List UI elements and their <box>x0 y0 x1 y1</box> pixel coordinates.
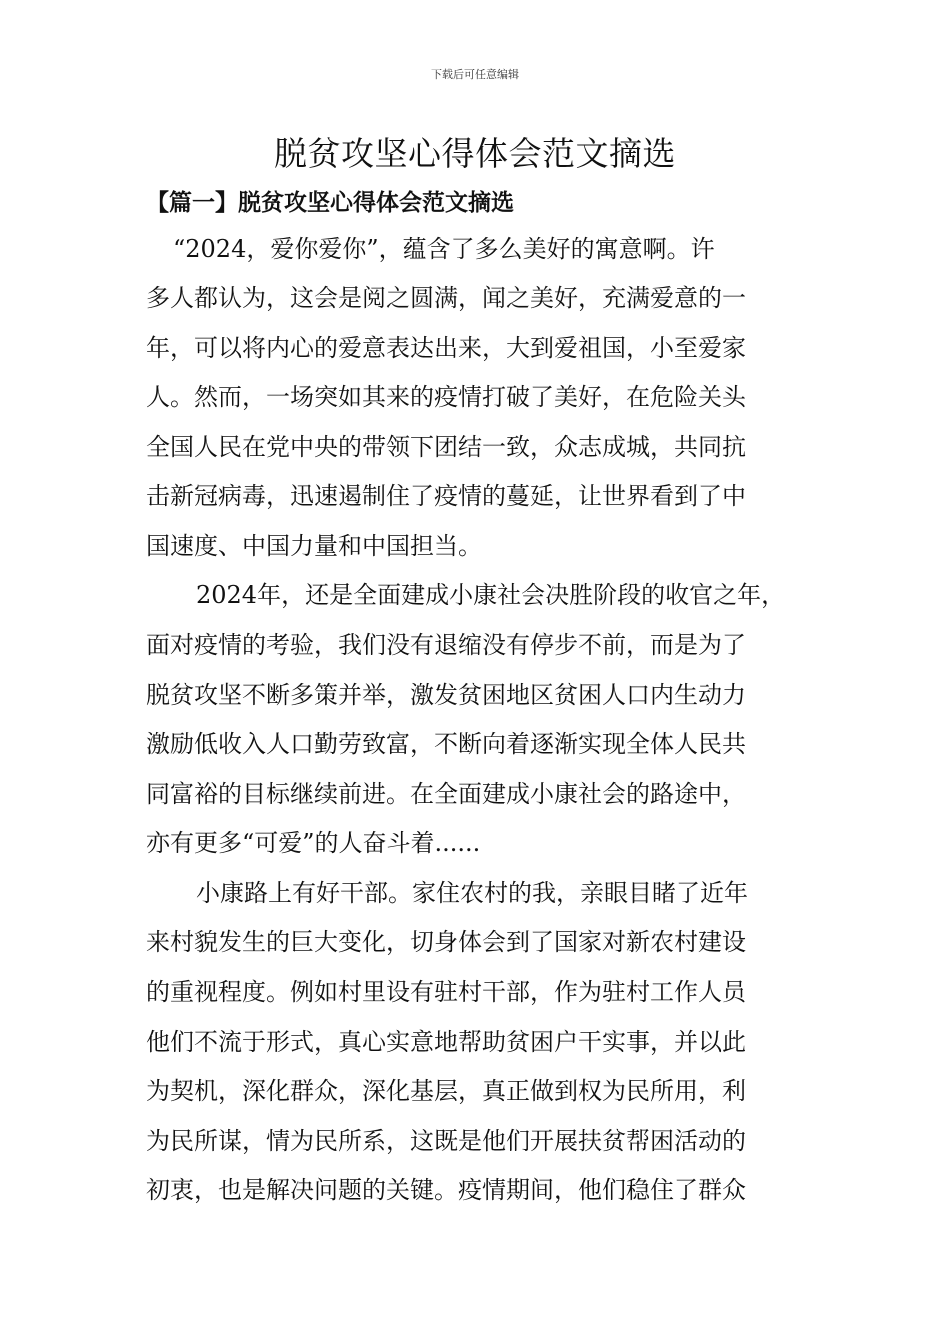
text-line: 面对疫情的考验，我们没有退缩没有停步不前，而是为了 <box>146 631 746 659</box>
text-line: 小康路上有好干部。家住农村的我，亲眼目睹了近年 <box>196 879 748 907</box>
text-line: 国速度、中国力量和中国担当。 <box>146 532 482 560</box>
text-line: 来村貌发生的巨大变化，切身体会到了国家对新农村建设 <box>146 928 746 956</box>
text-line: 为民所谋，情为民所系，这既是他们开展扶贫帮困活动的 <box>146 1127 746 1155</box>
text-line: 人。然而，一场突如其来的疫情打破了美好，在危险关头 <box>146 383 746 411</box>
text-line: 同富裕的目标继续前进。在全面建成小康社会的路途中， <box>146 780 746 808</box>
text-line: 他们不流于形式，真心实意地帮助贫困户干实事，并以此 <box>146 1028 746 1056</box>
page-header-note: 下载后可任意编辑 <box>431 68 519 81</box>
text-line: 亦有更多“可爱”的人奋斗着...... <box>146 829 481 857</box>
text-line: 的重视程度。例如村里设有驻村干部，作为驻村工作人员 <box>146 978 746 1006</box>
text-line: 全国人民在党中央的带领下团结一致，众志成城，共同抗 <box>146 433 746 461</box>
text-line: 2024年，还是全面建成小康社会决胜阶段的收官之年， <box>196 581 786 609</box>
text-line: 脱贫攻坚不断多策并举，激发贫困地区贫困人口内生动力 <box>146 681 746 709</box>
text-line: 年，可以将内心的爱意表达出来，大到爱祖国，小至爱家 <box>146 334 746 362</box>
text-line: 初衷，也是解决问题的关键。疫情期间，他们稳住了群众 <box>146 1176 746 1204</box>
text-line: 激励低收入人口勤劳致富，不断向着逐渐实现全体人民共 <box>146 730 746 758</box>
section-heading: 【篇一】脱贫攻坚心得体会范文摘选 <box>146 190 514 216</box>
text-line: 为契机，深化群众，深化基层，真正做到权为民所用，利 <box>146 1077 746 1105</box>
document-title: 脱贫攻坚心得体会范文摘选 <box>274 134 676 173</box>
text-line: 击新冠病毒，迅速遏制住了疫情的蔓延，让世界看到了中 <box>146 482 746 510</box>
text-line: 多人都认为，这会是阅之圆满，闻之美好，充满爱意的一 <box>146 284 746 312</box>
text-line: “2024，爱你爱你”，蕴含了多么美好的寓意啊。许 <box>173 235 715 263</box>
